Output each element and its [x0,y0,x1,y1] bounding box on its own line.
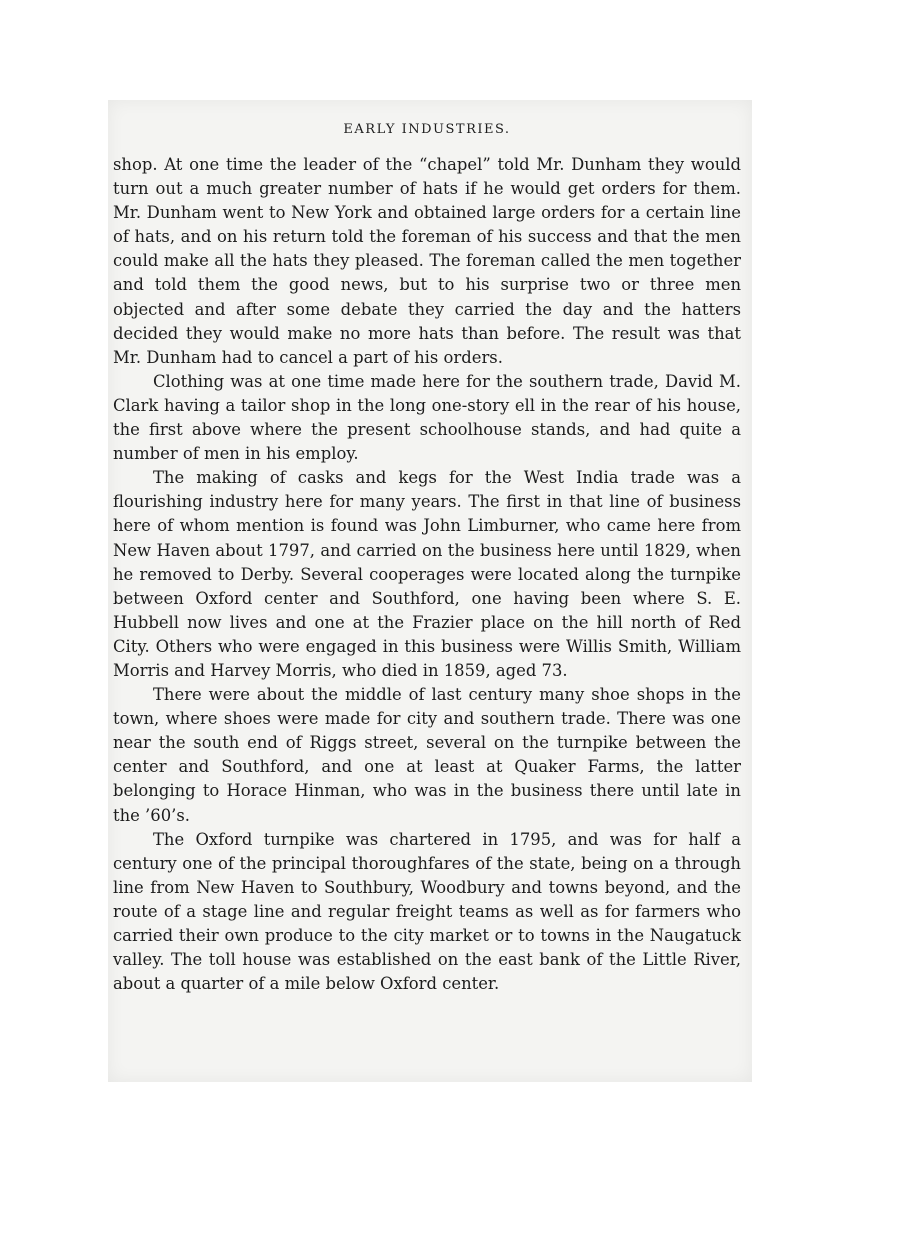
running-head: EARLY INDUSTRIES. [343,122,511,137]
paragraph-hat-shop: shop. At one time the leader of the “chapel” told Mr. Dunham they would turn out a much greater number of hats if he would get orders for them. Mr. Dunham went to New York and obtained large orders for a certain line of hats, and on his return told the foreman of his success and that the men could make all the hats they pleased. The foreman called the men together and told them the good news, but to his surprise two or three men objected and after some debate they carried the day and the hatters decided they would make no more hats than before. The result was that Mr. Dunham had to cancel a part of his orders. [113,155,741,367]
paragraph-casks-kegs: The making of casks and kegs for the West India trade was a flourishing industry here for many years. The first in that line of business here of whom mention is found was John Limburner, who came here from New Haven about 1797, and carried on the business here until 1829, when he removed to Derby. Several cooperages were located along the turnpike between Oxford center and Southford, one having been where S. E. Hubbell now lives and one at the Frazier place on the hill north of Red City. Others who were engaged in this business were Willis Smith, William Morris and Harvey Morris, who died in 1859, aged 73. [113,468,741,680]
document-page [113,122,741,996]
paragraph-oxford-turnpike: The Oxford turnpike was chartered in 1795, and was for half a century one of the principal thoroughfares of the state, being on a through line from New Haven to Southbury, Woodbury and towns beyond, and the route of a stage line and regular freight teams as well as for farmers who carried their own produce to the city market or to towns in the Naugatuck valley. The toll house was established on the east bank of the Little River, about a quarter of a mile below Oxford center. [113,829,741,994]
paragraph-shoe-shops: There were about the middle of last century many shoe shops in the town, where shoes were made for city and southern trade. There was one near the south end of Riggs street, several on the turnpike between the center and Southford, and one at least at Quaker Farms, the latter belonging to Horace Hinman, who was in the business there until late in the ’60’s. [113,685,741,825]
paragraph-clothing: Clothing was at one time made here for the southern trade, David M. Clark having a tailor shop in the long one-story ell in the rear of his house, the first above where the present schoolhouse stands, and had quite a number of men in his employ. [113,371,741,464]
